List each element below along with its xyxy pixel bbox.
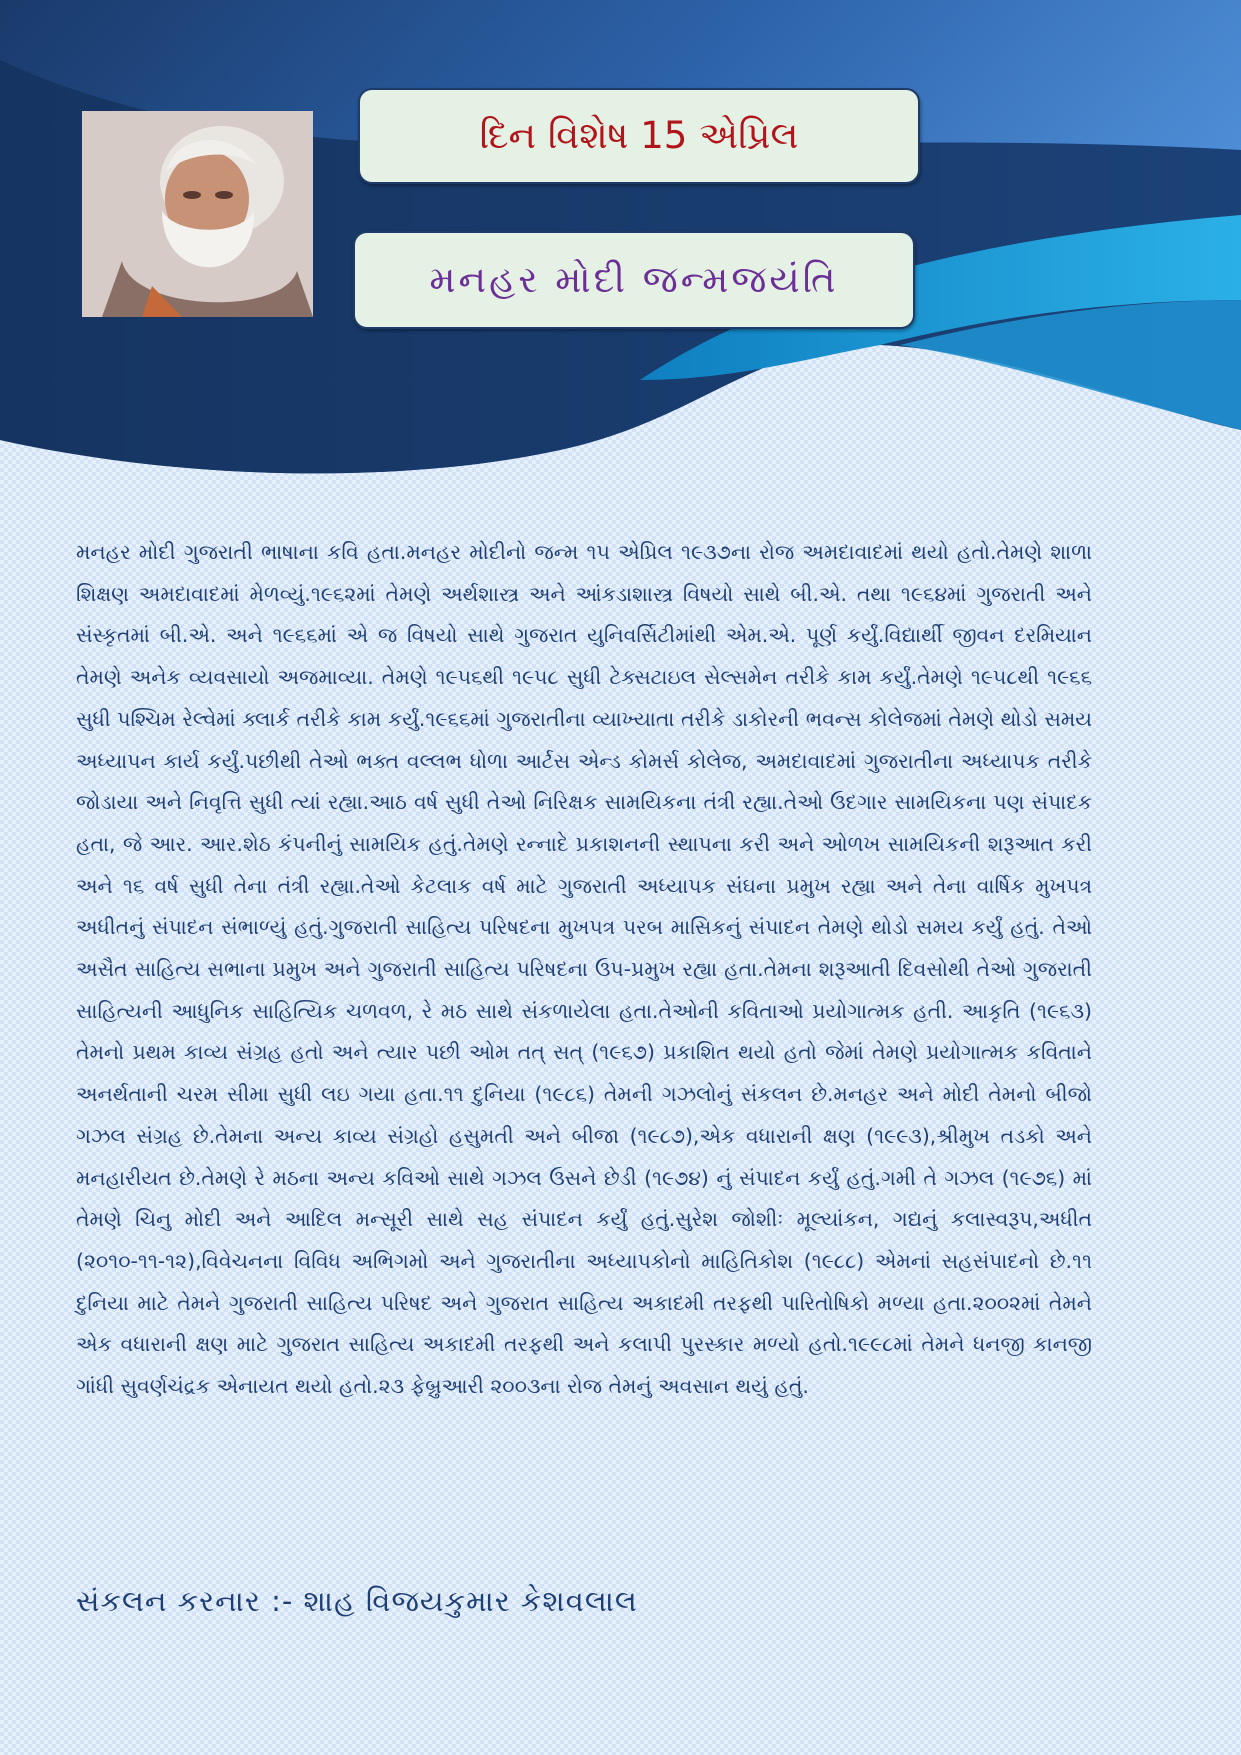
title-banner: [353, 231, 915, 329]
compiler-credit: સંકલન કરનાર :- શાહ વિજયકુમાર કેશવલાલ: [76, 1584, 638, 1618]
portrait-photo: [82, 111, 313, 317]
biography-paragraph: મનહર મોદી ગુજરાતી ભાષાના કવિ હતા.મનહર મોદીનો જન્મ ૧૫ એપ્રિલ ૧૯૩૭ના રોજ અમદાવાદમાં થયો હતો.તેમણે શાળા શિક્ષણ અમદાવાદમાં મેળવ્યું.૧૯૬૨માં તેમણે અર્થશાસ્ત્ર અને આંકડાશાસ્ત્ર વિષયો સાથે બી.એ. તથા ૧૯૬૪માં ગુજરાતી અને સંસ્કૃતમાં બી.એ. અને ૧૯૬૬માં એ જ વિષયો સાથે ગુજરાત યુનિવર્સિટીમાંથી એમ.એ. પૂર્ણ કર્યું.વિદ્યાર્થી જીવન દરમિયાન તેમણે અનેક વ્યવસાયો અજમાવ્યા. તેમણે ૧૯૫૬થી ૧૯૫૮ સુધી ટેક્સટાઇલ સેલ્સમેન તરીકે કામ કર્યું.તેમણે ૧૯૫૮થી ૧૯૬૬ સુધી પશ્ચિમ રેલ્વેમાં ક્લાર્ક તરીકે કામ કર્યું.૧૯૬૬માં ગુજરાતીના વ્યાખ્યાતા તરીકે ડાકોરની ભવન્સ કોલેજમાં તેમણે થોડો સમય અધ્યાપન કાર્ય કર્યું.પછીથી તેઓ ભક્ત વલ્લભ ધોળા આર્ટસ એન્ડ કોમર્સ કોલેજ, અમદાવાદમાં ગુજરાતીના અધ્યાપક તરીકે જોડાયા અને નિવૃત્તિ સુધી ત્યાં રહ્યા.આઠ વર્ષ સુધી તેઓ નિરિક્ષક સામયિકના તંત્રી રહ્યા.તેઓ ઉદગાર સામયિકના પણ સંપાદક હતા, જે આર. આર.શેઠ કંપનીનું સામયિક હતું.તેમણે રન્નાદે પ્રકાશનની સ્થાપના કરી અને ઓળખ સામયિકની શરૂઆત કરી અને ૧૬ વર્ષ સુધી તેના તંત્રી રહ્યા.તેઓ કેટલાક વર્ષ માટે ગુજરાતી અધ્યાપક સંઘના પ્રમુખ રહ્યા અને તેના વાર્ષિક મુખપત્ર અધીતનું સંપાદન સંભાળ્યું હતું.ગુજરાતી સાહિત્ય પરિષદના મુખપત્ર પરબ માસિકનું સંપાદન તેમણે થોડો સમય કર્યું હતું. તેઓ અસૈત સાહિત્ય સભાના પ્રમુખ અને ગુજરાતી સાહિત્ય પરિષદના ઉપ-પ્રમુખ રહ્યા હતા.તેમના શરૂઆતી દિવસોથી તેઓ ગુજરાતી સાહિત્યની આધુનિક સાહિત્યિક ચળવળ, રે મઠ સાથે સંકળાયેલા હતા.તેઓની કવિતાઓ પ્રયોગાત્મક હતી. આકૃતિ (૧૯૬૩) તેમનો પ્રથમ કાવ્ય સંગ્રહ હતો અને ત્યાર પછી ઓમ તત્ સત્ (૧૯૬૭) પ્રકાશિત થયો હતો જેમાં તેમણે પ્રયોગાત્મક કવિતાને અનર્થતાની ચરમ સીમા સુધી લઇ ગયા હતા.૧૧ દુનિયા (૧૯૮૬) તેમની ગઝલોનું સંકલન છે.મનહર અને મોદી તેમનો બીજો ગઝલ સંગ્રહ છે.તેમના અન્ય કાવ્ય સંગ્રહો હસુમતી અને બીજા (૧૯૮૭),એક વધારાની ક્ષણ (૧૯૯૩),શ્રીમુખ તડકો અને મનહારીયત છે.તેમણે રે મઠના અન્ય કવિઓ સાથે ગઝલ ઉસને છેડી (૧૯૭૪) નું સંપાદન કર્યું હતું.ગમી તે ગઝલ (૧૯૭૬) માં તેમણે ચિનુ મોદી અને આદિલ મન્સૂરી સાથે સહ સંપાદન કર્યું હતું.સુરેશ જોશીઃ મૂલ્યાંકન, ગદ્યનું કલાસ્વરૂપ,અધીત (૨૦૧૦-૧૧-૧૨),વિવેચનના વિવિધ અભિગમો અને ગુજરાતીના અધ્યાપકોનો માહિતિકોશ (૧૯૮૮) એમનાં સહસંપાદનો છે.૧૧ દુનિયા માટે તેમને ગુજરાતી સાહિત્ય પરિષદ અને ગુજરાત સાહિત્ય અકાદમી તરફથી પારિતોષિકો મળ્યા હતા.૨૦૦૨માં તેમને એક વધારાની ક્ષણ માટે ગુજરાત સાહિત્ય અકાદમી તરફથી અને કલાપી પુરસ્કાર મળ્યો હતો.૧૯૯૮માં તેમને ધનજી કાનજી ગાંધી સુવર્ણચંદ્રક એનાયત થયો હતો.૨૩ ફેબ્રુઆરી ૨૦૦૩ના રોજ તેમનું અવસાન થયું હતું.: [76, 540, 1092, 1399]
portrait-photo-icon: [82, 111, 313, 317]
title-banner-text: મનહર મોદી જન્મજયંતિ: [429, 258, 839, 301]
date-banner: [358, 88, 920, 184]
date-banner-text: દિન વિશેષ 15 એપ્રિલ: [479, 114, 799, 157]
